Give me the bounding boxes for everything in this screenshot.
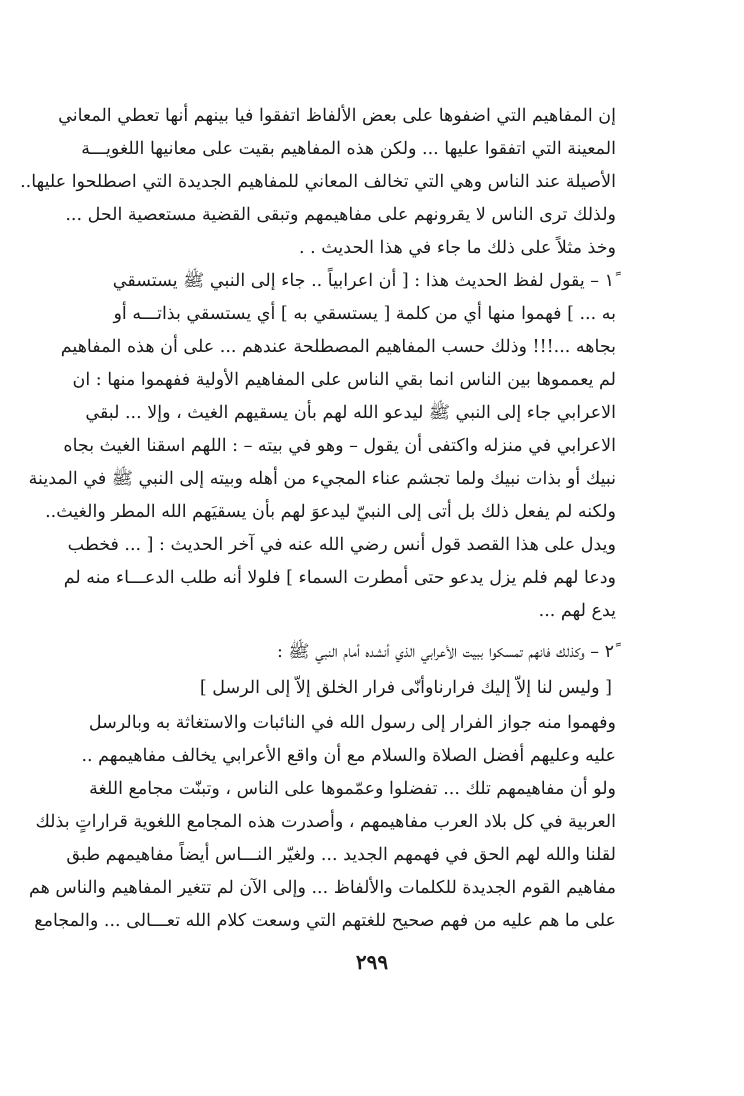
section-2-line: وفهموا منه جواز الفرار إلى رسول الله في النائبات والاستغاثة به وبالرسل xyxy=(88,713,616,733)
section-1-line: نبيك أو بذات نبيك ولما تجشم عناء المجيء من أهله وبيته إلى النبي ﷺ في المدينة xyxy=(28,469,616,489)
section-2-line: لقلنا والله لهم الحق في فهمهم الجديد ... ولغيّر النـــاس أيضاً مفاهيمهم طبق xyxy=(66,845,616,865)
section-1-line: لم يعمموها بين الناس انما بقي الناس على المفاهيم الأولية ففهموا منها : ان xyxy=(72,370,616,390)
section-1-line: بجاهه ...!!! وذلك حسب المفاهيم المصطلحة عندهم ... على أن هذه المفاهيم xyxy=(60,337,616,357)
text-line: إن المفاهيم التي اضفوها على بعض الألفاظ اتفقوا فيا بينهم أنها تعطي المعاني xyxy=(58,106,616,126)
body-text xyxy=(20,100,616,938)
text-line: وخذ مثلاً على ذلك ما جاء في هذا الحديث . . xyxy=(298,238,616,258)
section-2-line: ولو أن مفاهيمهم تلك ... تفضلوا وعمّموها على الناس ، وتبنّت مجامع اللغة xyxy=(89,779,616,799)
text-line: المعينة التي اتفقوا عليها ... ولكن هذه المفاهيم بقيت على معانيها اللغويـــة xyxy=(81,139,616,159)
section-1-line: ولكنه لم يفعل ذلك بل أتى إلى النبيّ ليدعوَ لهم بأن يسقيَهم الله المطر والغيث.. xyxy=(45,502,616,522)
page-number: ٢٩٩ xyxy=(355,950,389,974)
section-1-line: ١ً – يقول لفظ الحديث هذا : [ أن اعرابياً .. جاء إلى النبي ﷺ يستسقي xyxy=(112,271,614,291)
poem-verse xyxy=(132,669,616,707)
section-1-line: الاعرابي جاء إلى النبي ﷺ ليدعو الله لهم بأن يسقيهم الغيث ، وإلا ... لبقي xyxy=(85,403,616,423)
verse-left-hemistich: وأنّى فرار الخلق إلاّ إلى الرسل ] xyxy=(199,678,434,698)
verse-right-hemistich: [ وليس لنا إلاّ إليك فرارنا xyxy=(433,678,612,698)
section-1-line: الاعرابي في منزله واكتفى أن يقول – وهو في بيته – : اللهم اسقنا الغيث بجاه xyxy=(63,436,616,456)
section-1-line: ويدل على هذا القصد قول أنس رضي الله عنه في آخر الحديث : [ ... فخطب xyxy=(67,535,616,555)
section-2-line: على ما هم عليه من فهم صحيح للغتهم التي وسعت كلام الله تعـــالى ... والمجامع xyxy=(34,911,616,931)
section-2-line: مفاهيم القوم الجديدة للكلمات والألفاظ ... وإلى الآن لم تتغير المفاهيم والناس هم xyxy=(28,878,616,898)
text-line: الأصيلة عند الناس وهي التي تخالف المعاني للمفاهيم الجديدة التي اصطلحوا عليها.. xyxy=(20,172,616,192)
section-2-intro: ٢ً – وكذلك فانهم تمسكوا ببيت الأعرابي الذي أنشده أمام النبي ﷺ : xyxy=(276,642,614,662)
section-2-line: العربية في كل بلاد العرب مفاهيمهم ، وأصدرت هذه المجامع اللغوية قراراتٍ بذلك xyxy=(35,812,616,832)
section-1-line: به ... ] فهموا منها أي من كلمة [ يستسقي به ] أي يستسقي بذاتـــه أو xyxy=(113,304,616,324)
section-1-line: يدع لهم ... xyxy=(538,601,616,621)
section-2-line: عليه وعليهم أفضل الصلاة والسلام مع أن واقع الأعرابي يخالف مفاهيمهم .. xyxy=(81,746,616,766)
section-1-line: ودعا لهم فلم يزل يدعو حتى أمطرت السماء ] فلولا أنه طلب الدعـــاء منه لم xyxy=(63,568,616,588)
text-line: ولذلك ترى الناس لا يقرونهم على مفاهيمهم وتبقى القضية مستعصية الحل ... xyxy=(65,205,616,225)
